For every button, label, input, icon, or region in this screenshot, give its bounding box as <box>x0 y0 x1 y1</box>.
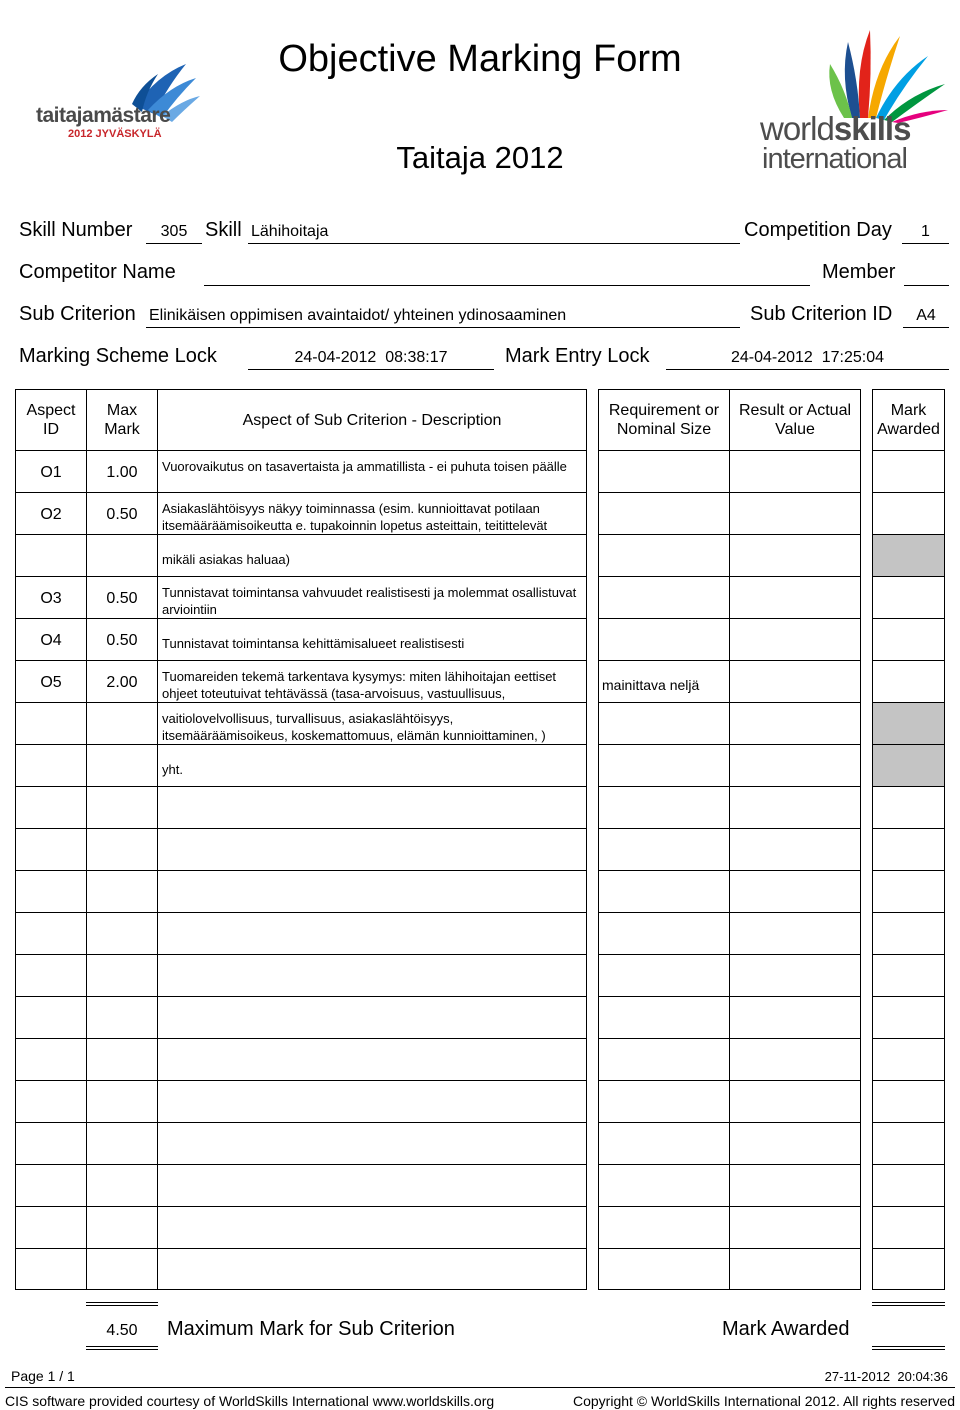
header-result <box>729 389 861 451</box>
row-separator <box>15 534 87 535</box>
row-separator <box>157 786 587 787</box>
row-separator <box>872 1164 945 1165</box>
row-separator <box>157 1206 587 1207</box>
row-separator <box>15 828 87 829</box>
row-separator <box>86 534 158 535</box>
row-1-max: 1.00 <box>106 464 138 481</box>
row-separator <box>729 1122 861 1123</box>
row-separator <box>15 1080 87 1081</box>
max-total-bottom-rule <box>86 1346 158 1350</box>
row-2-id: O2 <box>40 506 62 523</box>
row-separator <box>86 744 158 745</box>
row-separator <box>86 576 158 577</box>
row-separator <box>86 618 158 619</box>
row-7-desc: vaitiolovelvollisuus, turvallisuus, asiakaslähtöisyys, itsemääräämisoikeus, koskemattomuus, elämän kunnioittaminen, ) <box>162 711 546 743</box>
worldskills-world: world <box>760 110 834 147</box>
row-separator <box>872 870 945 871</box>
competition-day-label: Competition Day <box>744 219 892 241</box>
row-separator <box>598 744 730 745</box>
row-separator <box>86 828 158 829</box>
row-separator <box>86 1038 158 1039</box>
row-separator <box>872 744 945 745</box>
row-separator <box>598 954 730 955</box>
header-description <box>157 389 587 451</box>
row-separator <box>729 618 861 619</box>
sub-criterion-value: Elinikäisen oppimisen avaintaidot/ yhteinen ydinosaaminen <box>149 307 567 324</box>
sub-criterion-id-line <box>903 327 949 328</box>
row-separator <box>598 660 730 661</box>
row-separator <box>598 1206 730 1207</box>
row-separator <box>729 744 861 745</box>
competition-day-value: 1 <box>921 223 930 240</box>
row-separator <box>86 954 158 955</box>
row-separator <box>872 1080 945 1081</box>
row-separator <box>157 618 587 619</box>
row-4-max: 0.50 <box>106 590 138 607</box>
row-separator <box>157 828 587 829</box>
row-separator <box>86 1122 158 1123</box>
header-result-text: Result or Actual Value <box>738 402 852 438</box>
row-separator <box>157 1038 587 1039</box>
row-separator <box>157 996 587 997</box>
awarded-total-top-rule <box>872 1302 945 1306</box>
row-separator <box>598 1080 730 1081</box>
row-separator <box>86 912 158 913</box>
member-label: Member <box>822 261 896 283</box>
row-1-desc: Vuorovaikutus on tasavertaista ja ammatillista - ei puhuta toisen päälle <box>162 459 567 474</box>
row-separator <box>15 870 87 871</box>
copyright-text: Copyright © WorldSkills International 2012. All rights reserved <box>572 1393 955 1409</box>
row-separator <box>86 1080 158 1081</box>
row-separator <box>598 786 730 787</box>
row-separator <box>598 828 730 829</box>
row-separator <box>872 702 945 703</box>
marking-scheme-lock-value: 24-04-2012 08:38:17 <box>294 349 448 366</box>
row-separator <box>86 996 158 997</box>
row-separator <box>598 702 730 703</box>
marking-scheme-lock-label: Marking Scheme Lock <box>19 345 217 367</box>
courtesy-text: CIS software provided courtesy of WorldSkills International www.worldskills.org <box>5 1393 495 1409</box>
row-1-id: O1 <box>40 464 62 481</box>
row-separator <box>86 1248 158 1249</box>
row-separator <box>15 912 87 913</box>
header-max-mark <box>86 389 158 451</box>
row-5-desc: Tunnistavat toimintansa kehittämisalueet realistisesti <box>162 636 465 651</box>
row-separator <box>15 492 87 493</box>
mark-awarded-total-label: Mark Awarded <box>722 1318 850 1340</box>
worldskills-line1 <box>760 112 910 146</box>
row-separator <box>157 702 587 703</box>
page-number: Page 1 / 1 <box>11 1368 75 1384</box>
taitaja-sub: 2012 JYVÄSKYLÄ <box>68 128 162 140</box>
row-separator <box>872 534 945 535</box>
row-separator <box>729 1206 861 1207</box>
row-separator <box>15 1038 87 1039</box>
row-separator <box>15 660 87 661</box>
row-separator <box>157 954 587 955</box>
row-separator <box>872 576 945 577</box>
header-mark-awarded-text: Mark Awarded <box>877 402 940 438</box>
header-max-mark-text: Max Mark <box>104 402 140 438</box>
row-separator <box>872 1038 945 1039</box>
mark-entry-lock-value: 24-04-2012 17:25:04 <box>730 349 884 366</box>
form-title: Objective Marking Form <box>278 38 682 80</box>
row-separator <box>86 1164 158 1165</box>
row-separator <box>86 1206 158 1207</box>
row-separator <box>729 534 861 535</box>
sub-criterion-label: Sub Criterion <box>19 303 136 325</box>
row-separator <box>872 954 945 955</box>
header-requirement <box>598 389 730 451</box>
awarded-total-value[interactable] <box>872 1322 945 1342</box>
row-separator <box>872 1206 945 1207</box>
max-total-top-rule <box>86 1302 158 1306</box>
max-total-value: 4.50 <box>106 1322 138 1339</box>
competitor-name-line <box>204 285 810 286</box>
row-separator <box>872 1248 945 1249</box>
row-separator <box>157 1248 587 1249</box>
row-separator <box>598 870 730 871</box>
mark-entry-lock-label: Mark Entry Lock <box>505 345 650 367</box>
row-separator <box>157 576 587 577</box>
member-line <box>904 285 949 286</box>
skill-value: Lähihoitaja <box>251 223 329 240</box>
row-separator <box>729 1164 861 1165</box>
row-separator <box>729 954 861 955</box>
competitor-name-label: Competitor Name <box>19 261 176 283</box>
row-separator <box>598 534 730 535</box>
row-separator <box>15 1248 87 1249</box>
row-separator <box>729 870 861 871</box>
row-separator <box>15 1206 87 1207</box>
sub-criterion-id-label: Sub Criterion ID <box>750 303 893 325</box>
skill-number-line <box>146 243 202 244</box>
row-separator <box>15 744 87 745</box>
header-aspect-id <box>15 389 87 451</box>
row-separator <box>872 660 945 661</box>
row-separator <box>86 492 158 493</box>
competition-day-line <box>902 243 949 244</box>
row-separator <box>15 954 87 955</box>
mark-awarded-disabled-3 <box>873 745 944 786</box>
row-6-max: 2.00 <box>106 674 138 691</box>
row-separator <box>86 660 158 661</box>
row-2-desc: Asiakaslähtöisyys näkyy toiminnassa (esim. kunnioittavat potilaan itsemääräämisoikeutta e. tupakoinnin lopetus asteittain, teitittelevät <box>162 501 548 533</box>
row-separator <box>15 1122 87 1123</box>
row-6-requirement: mainittava neljä <box>602 677 700 693</box>
row-separator <box>598 1038 730 1039</box>
row-separator <box>15 576 87 577</box>
row-5-max: 0.50 <box>106 632 138 649</box>
row-separator <box>729 1248 861 1249</box>
row-separator <box>729 1038 861 1039</box>
skill-line <box>248 243 740 244</box>
row-4-desc: Tunnistavat toimintansa vahvuudet realistisesti ja molemmat osallistuvat arviointiin <box>162 585 577 617</box>
row-separator <box>729 702 861 703</box>
row-4-id: O3 <box>40 590 62 607</box>
skill-number-value: 305 <box>160 223 188 240</box>
row-separator <box>86 870 158 871</box>
row-separator <box>729 576 861 577</box>
header-mark-awarded <box>872 389 945 451</box>
row-separator <box>598 1248 730 1249</box>
sub-criterion-line <box>146 327 740 328</box>
row-separator <box>872 618 945 619</box>
form-subtitle: Taitaja 2012 <box>396 140 564 175</box>
row-8-desc: yht. <box>162 762 183 777</box>
row-separator <box>729 996 861 997</box>
worldskills-burst-icon <box>760 28 950 123</box>
row-5-id: O4 <box>40 632 62 649</box>
header-requirement-text: Requirement or Nominal Size <box>608 402 720 438</box>
mark-awarded-disabled-2 <box>873 703 944 744</box>
row-separator <box>598 576 730 577</box>
footer-rule <box>5 1387 955 1388</box>
row-separator <box>598 912 730 913</box>
header-description-text: Aspect of Sub Criterion - Description <box>242 411 502 429</box>
row-separator <box>157 870 587 871</box>
row-separator <box>598 618 730 619</box>
row-separator <box>729 1080 861 1081</box>
row-separator <box>872 1122 945 1123</box>
row-separator <box>872 912 945 913</box>
row-separator <box>872 786 945 787</box>
row-separator <box>598 492 730 493</box>
row-separator <box>15 618 87 619</box>
row-separator <box>872 492 945 493</box>
member-value[interactable] <box>904 265 949 285</box>
mark-awarded-disabled-1 <box>873 535 944 576</box>
row-separator <box>598 1122 730 1123</box>
sub-criterion-id-value: A4 <box>916 307 936 324</box>
row-separator <box>157 1080 587 1081</box>
row-6-desc: Tuomareiden tekemä tarkentava kysymys: miten lähihoitajan eettiset ohjeet toteutuivat tehtävässä (tasa-arvoisuus, vastuullisuus, <box>162 669 557 701</box>
worldskills-logo <box>760 28 950 178</box>
print-timestamp: 27-11-2012 20:04:36 <box>824 1369 948 1384</box>
row-separator <box>157 744 587 745</box>
row-separator <box>598 996 730 997</box>
row-separator <box>157 912 587 913</box>
row-separator <box>157 492 587 493</box>
row-3-desc: mikäli asiakas haluaa) <box>162 552 290 567</box>
row-separator <box>157 1164 587 1165</box>
awarded-total-bottom-rule <box>872 1346 945 1350</box>
mark-entry-lock-line <box>666 369 949 370</box>
worldskills-line2: international <box>762 143 907 175</box>
row-separator <box>15 786 87 787</box>
row-separator <box>15 1164 87 1165</box>
taitaja-brand: taitajamästare <box>36 104 171 127</box>
row-separator <box>15 702 87 703</box>
row-separator <box>729 492 861 493</box>
skill-number-label: Skill Number <box>19 219 133 241</box>
header-aspect-id-text: Aspect ID <box>26 402 76 438</box>
worldskills-skills: skills <box>833 110 911 147</box>
row-separator <box>598 1164 730 1165</box>
competitor-name-value[interactable] <box>206 265 810 285</box>
row-separator <box>86 702 158 703</box>
row-separator <box>729 786 861 787</box>
row-separator <box>729 912 861 913</box>
row-separator <box>729 828 861 829</box>
row-separator <box>15 996 87 997</box>
row-separator <box>157 660 587 661</box>
marking-scheme-lock-line <box>248 369 494 370</box>
max-total-label: Maximum Mark for Sub Criterion <box>167 1318 455 1340</box>
row-separator <box>872 828 945 829</box>
row-separator <box>157 1122 587 1123</box>
skill-label: Skill <box>205 219 242 241</box>
row-2-max: 0.50 <box>106 506 138 523</box>
row-6-id: O5 <box>40 674 62 691</box>
row-separator <box>86 786 158 787</box>
row-separator <box>729 660 861 661</box>
row-separator <box>157 534 587 535</box>
row-separator <box>872 996 945 997</box>
